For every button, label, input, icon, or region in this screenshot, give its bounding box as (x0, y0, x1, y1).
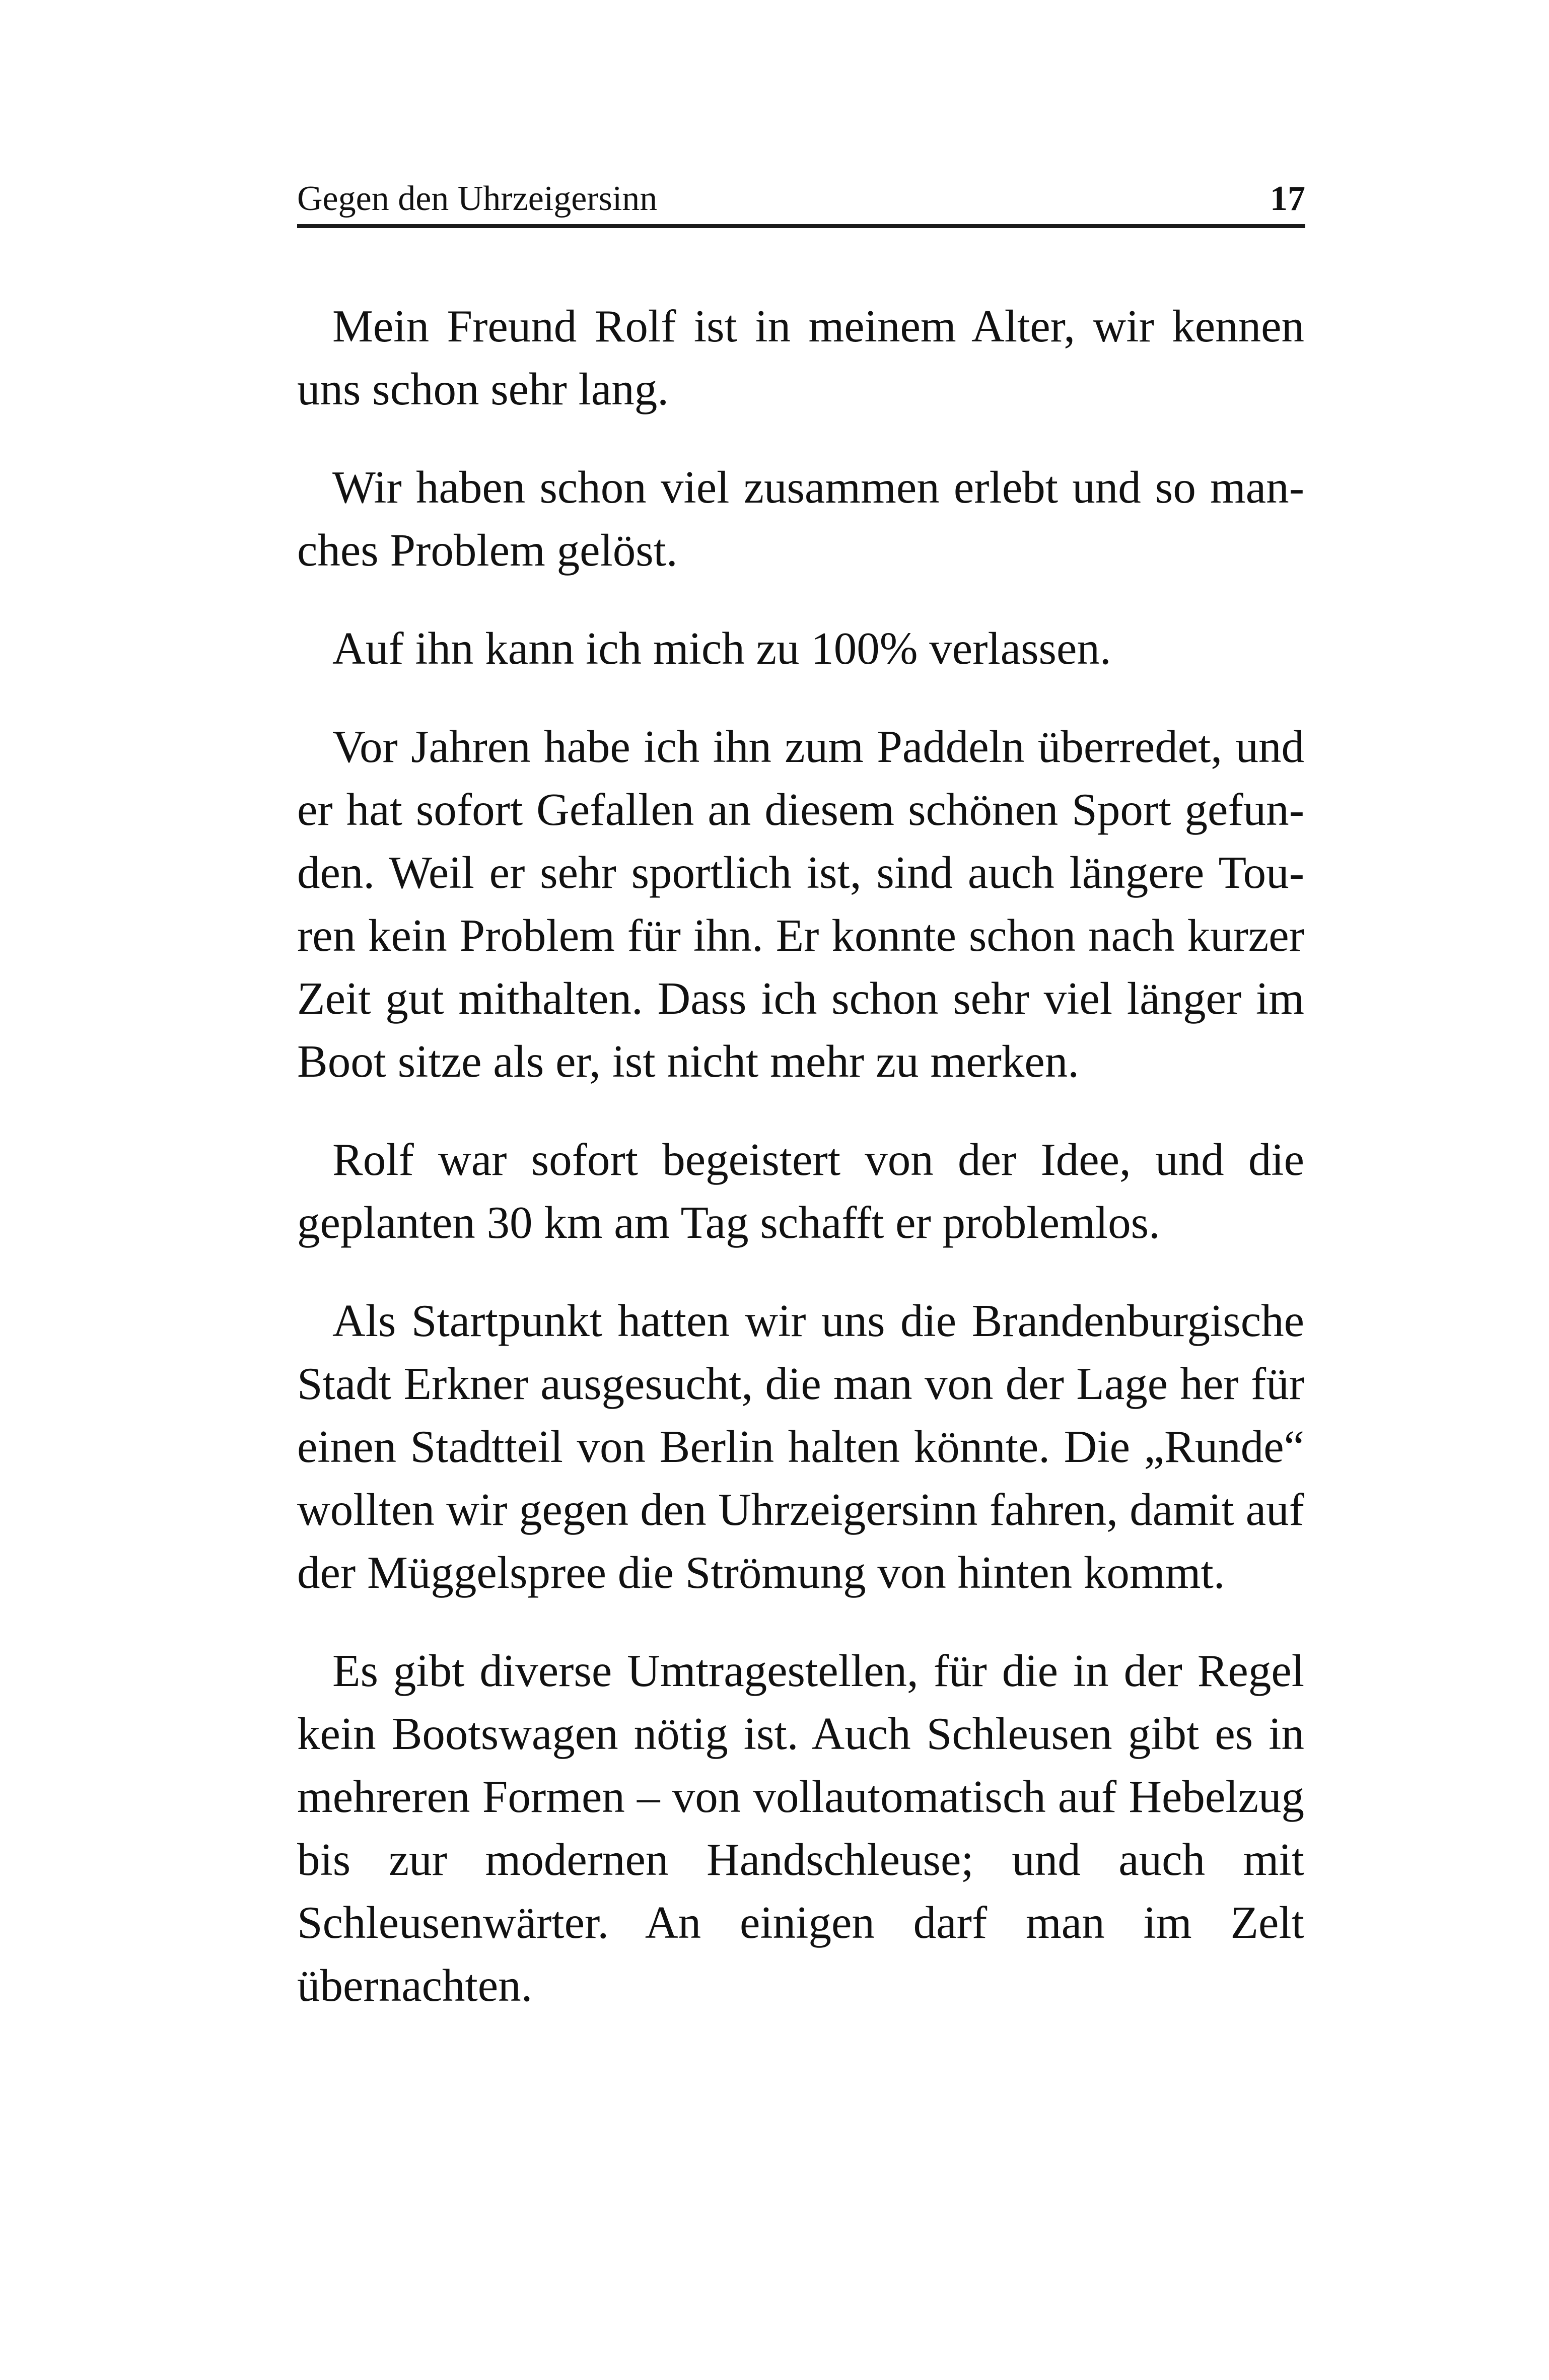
page-number: 17 (1270, 179, 1305, 218)
paragraph-trust: Auf ihn kann ich mich zu 100% verlassen. (332, 623, 1111, 674)
paragraph-locks: Es gibt diverse Umtragestellen, für die in der Regel kein Bootswagen nötig ist. Auch Schleusen gibt es in mehreren Formen – von vollautomatisch auf Hebelzug bis zur modernen Handschleuse; und auch mit Schleusenwärter. An einigen darf man im Zelt übernachten. (297, 1645, 1304, 2011)
body-text (297, 295, 1304, 2052)
running-title: Gegen den Uhrzeigersinn (297, 179, 658, 218)
paragraph-friend-rolf: Mein Freund Rolf ist in meinem Alter, wir kennen uns schon sehr lang. (297, 301, 1304, 414)
paragraph-starting-point: Als Startpunkt hatten wir uns die Brandenburgische Stadt Erkner ausgesucht, die man von der Lage her für einen Stadtteil von Berlin halten könnte. Die „Runde“ wollten wir gegen den Uhrzeigersinn fahren, damit auf der Müggelspree die Strömung von hinten kommt. (297, 1295, 1304, 1598)
running-header (297, 174, 1305, 228)
paragraph-idea: Rolf war sofort begeistert von der Idee, und die geplanten 30 km am Tag schafft er problemlos. (297, 1134, 1304, 1248)
paragraph-paddling: Vor Jahren habe ich ihn zum Paddeln überredet, und er hat sofort Gefallen an diesem schönen Sport gefunden. Weil er sehr sportlich ist, sind auch längere Touren kein Problem für ihn. Er konnte schon nach kurzer Zeit gut mithalten. Dass ich schon sehr viel länger im Boot sitze als er, ist nicht mehr zu merken. (297, 721, 1304, 1087)
paragraph-experiences: Wir haben schon viel zusammen erlebt und so manches Problem gelöst. (297, 462, 1304, 576)
